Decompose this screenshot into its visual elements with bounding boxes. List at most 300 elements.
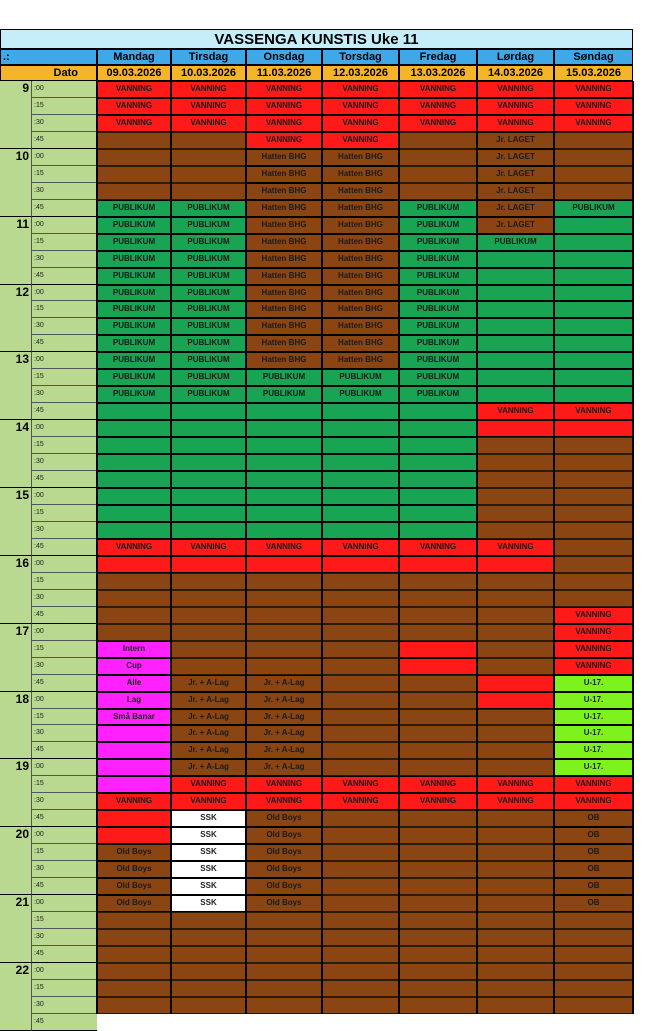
schedule-cell-torsdag: Hatten BHG [322, 200, 399, 217]
schedule-cell-sondag: OB [554, 810, 633, 827]
schedule-cell-fredag [399, 149, 477, 166]
schedule-cell-fredag: VANNING [399, 776, 477, 793]
minute-label: :00 [31, 285, 97, 302]
schedule-cell-fredag [399, 759, 477, 776]
schedule-cell-sondag [554, 318, 633, 335]
schedule-cell-fredag [399, 505, 477, 522]
day-header-fredag: Fredag [399, 49, 477, 65]
schedule-cell-fredag [399, 725, 477, 742]
schedule-cell-torsdag [322, 590, 399, 607]
schedule-cell-sondag: PUBLIKUM [554, 200, 633, 217]
schedule-cell-lordag: Jr. LAGET [477, 217, 554, 234]
schedule-cell-mandag [97, 573, 171, 590]
schedule-cell-mandag: Old Boys [97, 844, 171, 861]
schedule-cell-lordag [477, 658, 554, 675]
minute-label: :00 [31, 81, 97, 98]
schedule-cell-torsdag [322, 742, 399, 759]
minute-label: :30 [31, 929, 97, 946]
schedule-cell-onsdag: VANNING [246, 132, 322, 149]
hour-label: 22 [0, 963, 31, 1031]
date-onsdag: 11.03.2026 [246, 65, 322, 81]
schedule-cell-mandag [97, 776, 171, 793]
schedule-cell-torsdag: VANNING [322, 98, 399, 115]
schedule-cell-torsdag: VANNING [322, 132, 399, 149]
schedule-cell-mandag [97, 810, 171, 827]
minute-label: :15 [31, 912, 97, 929]
schedule-cell-onsdag: VANNING [246, 115, 322, 132]
schedule-cell-lordag [477, 556, 554, 573]
minute-label: :15 [31, 776, 97, 793]
schedule-cell-mandag: PUBLIKUM [97, 285, 171, 302]
schedule-cell-fredag: PUBLIKUM [399, 200, 477, 217]
minute-label: :00 [31, 149, 97, 166]
hour-label: 10 [0, 149, 31, 217]
schedule-cell-mandag: Old Boys [97, 861, 171, 878]
schedule-cell-lordag [477, 692, 554, 709]
minute-label: :45 [31, 675, 97, 692]
schedule-cell-lordag: VANNING [477, 115, 554, 132]
schedule-cell-onsdag [246, 420, 322, 437]
minute-label: :00 [31, 895, 97, 912]
minute-label: :30 [31, 725, 97, 742]
schedule-cell-tirsdag [171, 963, 246, 980]
minute-label: :30 [31, 793, 97, 810]
schedule-cell-fredag: VANNING [399, 793, 477, 810]
schedule-cell-fredag: PUBLIKUM [399, 369, 477, 386]
schedule-cell-lordag: Jr. LAGET [477, 149, 554, 166]
schedule-cell-sondag [554, 251, 633, 268]
schedule-cell-mandag: PUBLIKUM [97, 335, 171, 352]
schedule-cell-tirsdag: SSK [171, 878, 246, 895]
schedule-cell-fredag [399, 403, 477, 420]
date-torsdag: 12.03.2026 [322, 65, 399, 81]
schedule-cell-lordag [477, 861, 554, 878]
schedule-cell-mandag: PUBLIKUM [97, 268, 171, 285]
schedule-cell-torsdag: Hatten BHG [322, 352, 399, 369]
schedule-cell-fredag [399, 929, 477, 946]
schedule-cell-fredag [399, 590, 477, 607]
minute-label: :45 [31, 200, 97, 217]
minute-label: :30 [31, 386, 97, 403]
minute-label: :15 [31, 980, 97, 997]
schedule-cell-onsdag: Hatten BHG [246, 335, 322, 352]
schedule-cell-torsdag: Hatten BHG [322, 217, 399, 234]
day-header-mandag: Mandag [97, 49, 171, 65]
schedule-cell-onsdag [246, 590, 322, 607]
schedule-cell-fredag [399, 878, 477, 895]
schedule-cell-sondag [554, 505, 633, 522]
minute-label: :45 [31, 132, 97, 149]
schedule-cell-sondag: VANNING [554, 403, 633, 420]
schedule-cell-sondag: VANNING [554, 658, 633, 675]
schedule-cell-onsdag: Jr. + A-Lag [246, 759, 322, 776]
schedule-cell-mandag [97, 471, 171, 488]
minute-label: :15 [31, 98, 97, 115]
schedule-cell-onsdag: Old Boys [246, 861, 322, 878]
schedule-cell-lordag [477, 946, 554, 963]
minute-label: :30 [31, 454, 97, 471]
schedule-cell-lordag: VANNING [477, 403, 554, 420]
schedule-cell-mandag: VANNING [97, 81, 171, 98]
minute-label: :00 [31, 963, 97, 980]
schedule-cell-tirsdag [171, 522, 246, 539]
column-divider [321, 81, 323, 1014]
schedule-cell-onsdag [246, 624, 322, 641]
schedule-cell-tirsdag: PUBLIKUM [171, 234, 246, 251]
schedule-cell-mandag [97, 488, 171, 505]
schedule-cell-mandag [97, 149, 171, 166]
schedule-cell-lordag: PUBLIKUM [477, 234, 554, 251]
minute-label: :00 [31, 217, 97, 234]
schedule-cell-tirsdag: SSK [171, 844, 246, 861]
schedule-cell-torsdag [322, 929, 399, 946]
schedule-cell-torsdag: Hatten BHG [322, 149, 399, 166]
schedule-cell-tirsdag [171, 183, 246, 200]
schedule-cell-lordag: Jr. LAGET [477, 183, 554, 200]
schedule-cell-onsdag: Hatten BHG [246, 200, 322, 217]
schedule-cell-torsdag [322, 827, 399, 844]
minute-label: :15 [31, 166, 97, 183]
schedule-cell-mandag: Alle [97, 675, 171, 692]
schedule-cell-tirsdag [171, 454, 246, 471]
schedule-cell-sondag: VANNING [554, 115, 633, 132]
minute-label: :45 [31, 1014, 97, 1031]
minute-label: :15 [31, 641, 97, 658]
schedule-cell-onsdag [246, 505, 322, 522]
schedule-cell-mandag: PUBLIKUM [97, 234, 171, 251]
schedule-cell-onsdag [246, 437, 322, 454]
schedule-cell-lordag [477, 742, 554, 759]
schedule-cell-sondag: OB [554, 878, 633, 895]
schedule-cell-sondag: VANNING [554, 81, 633, 98]
schedule-cell-mandag [97, 607, 171, 624]
schedule-cell-sondag [554, 539, 633, 556]
day-header-tirsdag: Tirsdag [171, 49, 246, 65]
minute-label: :45 [31, 742, 97, 759]
minute-label: :45 [31, 268, 97, 285]
schedule-cell-tirsdag: Jr. + A-Lag [171, 675, 246, 692]
hour-label: 16 [0, 556, 31, 624]
schedule-cell-fredag [399, 895, 477, 912]
day-header-torsdag: Torsdag [322, 49, 399, 65]
schedule-cell-torsdag [322, 437, 399, 454]
schedule-cell-onsdag: Hatten BHG [246, 318, 322, 335]
schedule-cell-sondag [554, 912, 633, 929]
hour-label: 11 [0, 217, 31, 285]
date-header-row [0, 65, 635, 81]
schedule-cell-fredag [399, 471, 477, 488]
schedule-cell-mandag [97, 420, 171, 437]
schedule-cell-lordag [477, 268, 554, 285]
day-header-lordag: Lørdag [477, 49, 554, 65]
schedule-cell-onsdag: Hatten BHG [246, 166, 322, 183]
date-fredag: 13.03.2026 [399, 65, 477, 81]
schedule-cell-lordag [477, 590, 554, 607]
column-divider [476, 81, 478, 1014]
schedule-cell-tirsdag: PUBLIKUM [171, 318, 246, 335]
schedule-cell-torsdag: Hatten BHG [322, 234, 399, 251]
schedule-cell-onsdag [246, 556, 322, 573]
schedule-cell-onsdag: Hatten BHG [246, 149, 322, 166]
schedule-cell-onsdag: PUBLIKUM [246, 386, 322, 403]
schedule-cell-tirsdag: PUBLIKUM [171, 301, 246, 318]
minute-label: :15 [31, 369, 97, 386]
schedule-cell-onsdag [246, 488, 322, 505]
hour-label: 12 [0, 285, 31, 353]
schedule-cell-tirsdag: PUBLIKUM [171, 335, 246, 352]
schedule-cell-mandag: VANNING [97, 98, 171, 115]
schedule-cell-lordag [477, 963, 554, 980]
schedule-cell-fredag: PUBLIKUM [399, 268, 477, 285]
schedule-cell-torsdag [322, 810, 399, 827]
schedule-cell-mandag [97, 183, 171, 200]
schedule-cell-onsdag: VANNING [246, 81, 322, 98]
minute-label: :00 [31, 420, 97, 437]
schedule-cell-lordag [477, 810, 554, 827]
schedule-cell-tirsdag [171, 590, 246, 607]
schedule-cell-mandag [97, 725, 171, 742]
schedule-cell-onsdag [246, 997, 322, 1014]
hour-label: 13 [0, 352, 31, 420]
schedule-cell-sondag [554, 268, 633, 285]
minute-label: :15 [31, 505, 97, 522]
schedule-cell-sondag [554, 929, 633, 946]
schedule-cell-lordag [477, 878, 554, 895]
schedule-cell-sondag [554, 301, 633, 318]
minute-label: :15 [31, 709, 97, 726]
schedule-cell-tirsdag [171, 607, 246, 624]
schedule-cell-sondag [554, 149, 633, 166]
column-divider [96, 81, 98, 1014]
schedule-cell-tirsdag: PUBLIKUM [171, 352, 246, 369]
date-tirsdag: 10.03.2026 [171, 65, 246, 81]
schedule-cell-sondag [554, 471, 633, 488]
minute-label: :45 [31, 946, 97, 963]
minute-label: :00 [31, 692, 97, 709]
schedule-cell-onsdag [246, 573, 322, 590]
schedule-cell-sondag [554, 963, 633, 980]
minute-label: :00 [31, 556, 97, 573]
schedule-cell-mandag: Old Boys [97, 895, 171, 912]
schedule-cell-sondag [554, 285, 633, 302]
schedule-cell-torsdag [322, 759, 399, 776]
schedule-cell-lordag [477, 675, 554, 692]
schedule-cell-fredag [399, 997, 477, 1014]
schedule-cell-sondag: VANNING [554, 793, 633, 810]
schedule-cell-onsdag: Jr. + A-Lag [246, 692, 322, 709]
schedule-cell-lordag [477, 386, 554, 403]
schedule-cell-onsdag: Old Boys [246, 827, 322, 844]
schedule-cell-torsdag: Hatten BHG [322, 318, 399, 335]
schedule-cell-tirsdag [171, 505, 246, 522]
schedule-cell-tirsdag [171, 166, 246, 183]
column-divider [632, 81, 634, 1014]
minute-label: :15 [31, 234, 97, 251]
schedule-cell-sondag [554, 522, 633, 539]
schedule-cell-torsdag: Hatten BHG [322, 251, 399, 268]
schedule-cell-torsdag [322, 556, 399, 573]
schedule-cell-torsdag [322, 607, 399, 624]
schedule-cell-tirsdag: VANNING [171, 115, 246, 132]
schedule-cell-torsdag: PUBLIKUM [322, 386, 399, 403]
schedule-cell-sondag [554, 352, 633, 369]
schedule-cell-torsdag [322, 946, 399, 963]
schedule-cell-onsdag: Old Boys [246, 895, 322, 912]
schedule-cell-fredag: VANNING [399, 98, 477, 115]
hour-label: 14 [0, 420, 31, 488]
schedule-cell-mandag [97, 963, 171, 980]
schedule-cell-mandag [97, 624, 171, 641]
schedule-cell-torsdag: Hatten BHG [322, 335, 399, 352]
schedule-cell-mandag: Cup [97, 658, 171, 675]
minute-label: :45 [31, 539, 97, 556]
schedule-cell-tirsdag: PUBLIKUM [171, 251, 246, 268]
schedule-cell-sondag: OB [554, 895, 633, 912]
schedule-cell-tirsdag [171, 641, 246, 658]
schedule-cell-mandag [97, 827, 171, 844]
schedule-cell-sondag [554, 132, 633, 149]
schedule-cell-fredag: PUBLIKUM [399, 251, 477, 268]
schedule-cell-tirsdag [171, 946, 246, 963]
schedule-cell-onsdag [246, 471, 322, 488]
schedule-cell-mandag: PUBLIKUM [97, 352, 171, 369]
schedule-cell-torsdag: PUBLIKUM [322, 369, 399, 386]
schedule-cell-torsdag [322, 522, 399, 539]
schedule-cell-torsdag [322, 878, 399, 895]
schedule-cell-lordag [477, 759, 554, 776]
schedule-cell-lordag [477, 709, 554, 726]
schedule-cell-lordag [477, 471, 554, 488]
schedule-cell-fredag: PUBLIKUM [399, 285, 477, 302]
minute-label: :00 [31, 624, 97, 641]
schedule-cell-tirsdag: Jr. + A-Lag [171, 759, 246, 776]
schedule-cell-mandag [97, 912, 171, 929]
hour-label: 9 [0, 81, 31, 149]
schedule-cell-mandag [97, 929, 171, 946]
date-label: Dato [0, 65, 97, 81]
schedule-cell-onsdag: Old Boys [246, 878, 322, 895]
schedule-cell-fredag [399, 844, 477, 861]
minute-label: :00 [31, 352, 97, 369]
schedule-cell-fredag [399, 963, 477, 980]
schedule-cell-tirsdag: VANNING [171, 81, 246, 98]
schedule-cell-torsdag [322, 844, 399, 861]
schedule-cell-lordag [477, 725, 554, 742]
schedule-cell-onsdag: Hatten BHG [246, 217, 322, 234]
schedule-cell-sondag: OB [554, 827, 633, 844]
minute-label: :30 [31, 590, 97, 607]
schedule-cell-sondag [554, 166, 633, 183]
schedule-cell-onsdag: Jr. + A-Lag [246, 742, 322, 759]
schedule-cell-onsdag: VANNING [246, 539, 322, 556]
schedule-cell-sondag [554, 386, 633, 403]
schedule-cell-onsdag: Hatten BHG [246, 268, 322, 285]
schedule-cell-tirsdag: VANNING [171, 793, 246, 810]
schedule-cell-sondag [554, 234, 633, 251]
schedule-cell-tirsdag: SSK [171, 827, 246, 844]
schedule-cell-sondag: U-17. [554, 759, 633, 776]
schedule-cell-lordag: Jr. LAGET [477, 132, 554, 149]
minute-label: :00 [31, 827, 97, 844]
schedule-cell-fredag [399, 183, 477, 200]
hour-label: 18 [0, 692, 31, 760]
schedule-cell-mandag: PUBLIKUM [97, 386, 171, 403]
schedule-cell-fredag [399, 607, 477, 624]
schedule-cell-sondag: OB [554, 844, 633, 861]
schedule-cell-lordag [477, 827, 554, 844]
schedule-cell-onsdag: Jr. + A-Lag [246, 675, 322, 692]
schedule-cell-mandag: VANNING [97, 115, 171, 132]
schedule-cell-onsdag: Hatten BHG [246, 234, 322, 251]
schedule-cell-mandag: PUBLIKUM [97, 369, 171, 386]
schedule-cell-fredag: VANNING [399, 81, 477, 98]
schedule-cell-mandag: Lag [97, 692, 171, 709]
schedule-cell-torsdag: Hatten BHG [322, 301, 399, 318]
schedule-cell-fredag [399, 709, 477, 726]
schedule-cell-fredag [399, 624, 477, 641]
schedule-cell-tirsdag: VANNING [171, 776, 246, 793]
minute-label: :30 [31, 183, 97, 200]
schedule-cell-onsdag: Hatten BHG [246, 285, 322, 302]
schedule-cell-onsdag: Hatten BHG [246, 251, 322, 268]
schedule-cell-onsdag [246, 946, 322, 963]
schedule-cell-onsdag: Hatten BHG [246, 352, 322, 369]
schedule-cell-tirsdag [171, 573, 246, 590]
schedule-cell-torsdag [322, 454, 399, 471]
schedule-cell-tirsdag [171, 488, 246, 505]
minute-label: :15 [31, 301, 97, 318]
minute-label: :15 [31, 437, 97, 454]
schedule-cell-lordag [477, 641, 554, 658]
schedule-cell-fredag [399, 980, 477, 997]
schedule-cell-onsdag: Old Boys [246, 810, 322, 827]
schedule-cell-tirsdag [171, 997, 246, 1014]
schedule-cell-mandag [97, 522, 171, 539]
schedule-cell-tirsdag: VANNING [171, 98, 246, 115]
schedule-cell-fredag: PUBLIKUM [399, 318, 477, 335]
schedule-cell-tirsdag [171, 556, 246, 573]
minute-label: :00 [31, 759, 97, 776]
schedule-cell-lordag [477, 912, 554, 929]
schedule-cell-torsdag [322, 505, 399, 522]
schedule-cell-sondag [554, 997, 633, 1014]
schedule-cell-tirsdag [171, 929, 246, 946]
column-divider [398, 81, 400, 1014]
schedule-cell-fredag [399, 827, 477, 844]
schedule-cell-sondag: U-17. [554, 692, 633, 709]
schedule-cell-lordag [477, 522, 554, 539]
schedule-cell-lordag: VANNING [477, 539, 554, 556]
schedule-cell-lordag [477, 607, 554, 624]
minute-label: :15 [31, 844, 97, 861]
schedule-cell-mandag [97, 590, 171, 607]
schedule-cell-lordag [477, 251, 554, 268]
schedule-cell-sondag: U-17. [554, 709, 633, 726]
schedule-cell-torsdag: Hatten BHG [322, 268, 399, 285]
schedule-cell-torsdag: VANNING [322, 81, 399, 98]
schedule-cell-torsdag [322, 624, 399, 641]
day-header-sondag: Søndag [554, 49, 633, 65]
schedule-cell-sondag: VANNING [554, 624, 633, 641]
schedule-cell-tirsdag: VANNING [171, 539, 246, 556]
schedule-cell-lordag [477, 980, 554, 997]
schedule-cell-lordag [477, 352, 554, 369]
schedule-cell-sondag: U-17. [554, 675, 633, 692]
date-mandag: 09.03.2026 [97, 65, 171, 81]
schedule-cell-mandag: Små Banar [97, 709, 171, 726]
schedule-cell-fredag [399, 912, 477, 929]
schedule-cell-lordag [477, 505, 554, 522]
